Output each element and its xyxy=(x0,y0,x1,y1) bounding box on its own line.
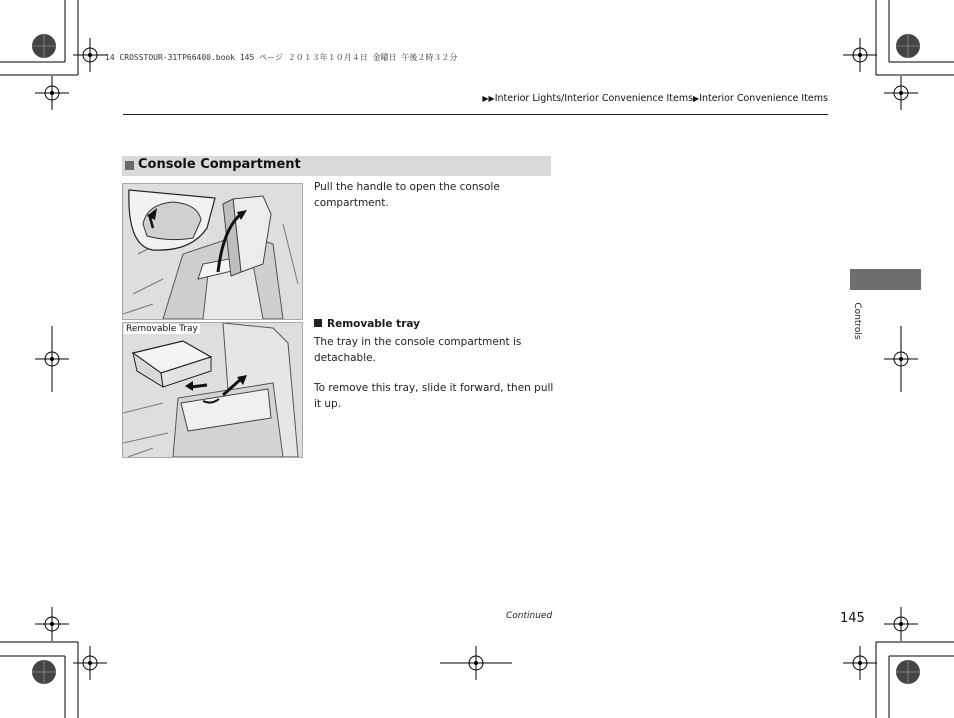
subheading-square-icon xyxy=(314,319,322,327)
continued-note: Continued xyxy=(506,611,553,621)
breadcrumb-part1[interactable]: Interior Lights/Interior Convenience Items xyxy=(494,93,694,104)
side-tab-label: Controls xyxy=(852,302,862,340)
removable-tray-text2: To remove this tray, slide it forward, then pull it up. xyxy=(314,382,554,410)
breadcrumb xyxy=(482,93,828,104)
section-square-icon xyxy=(125,161,134,170)
section-header xyxy=(122,156,551,176)
page-number: 145 xyxy=(840,611,865,626)
console-open-illustration xyxy=(122,183,303,320)
section-title: Console Compartment xyxy=(138,157,301,172)
header-rule xyxy=(123,114,828,115)
removable-tray-text1: The tray in the console compartment is detachable. xyxy=(314,336,522,364)
removable-tray-heading xyxy=(314,318,420,330)
breadcrumb-separator: ▶ xyxy=(693,94,700,103)
removable-tray-heading-text: Removable tray xyxy=(327,318,420,330)
breadcrumb-part2[interactable]: Interior Convenience Items xyxy=(699,93,828,104)
file-header-note: 14 CROSSTOUR-31TP66400.book 145 ページ ２０１３年１０月４日 金曜日 午後２時３２分 xyxy=(105,53,458,62)
intro-paragraph: Pull the handle to open the console compartment. xyxy=(314,181,500,209)
removable-tray-illustration xyxy=(122,322,303,458)
figure-label-removable-tray: Removable Tray xyxy=(126,324,198,334)
breadcrumb-arrows: ▶▶ xyxy=(482,94,495,103)
